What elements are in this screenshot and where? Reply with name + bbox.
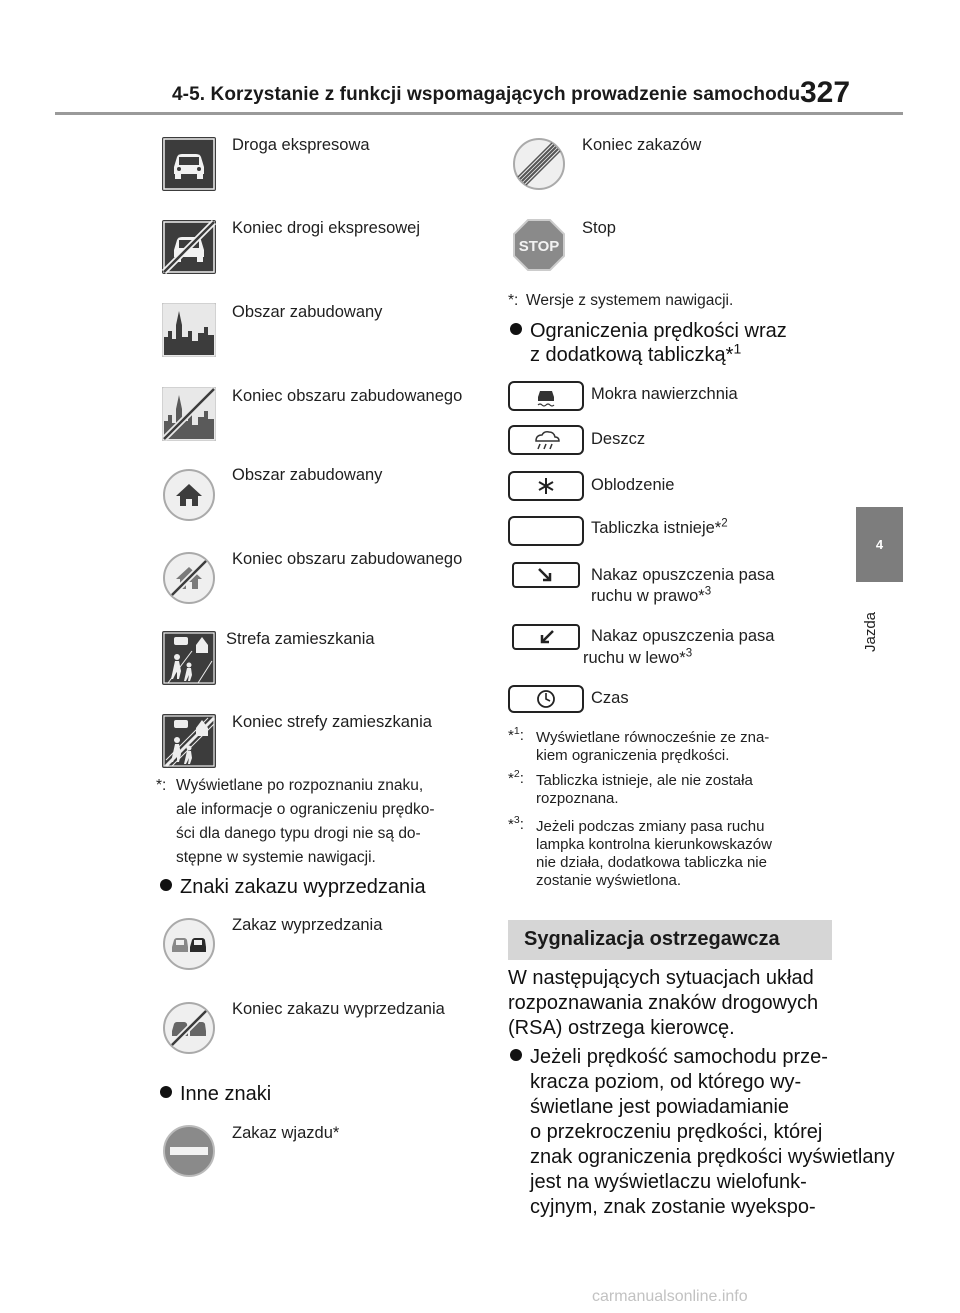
chapter-tab-label: Jazda: [862, 611, 879, 652]
footnote-mark: *$^1$:: [508, 725, 524, 744]
sign-label: Zakaz wjazdu*: [232, 1124, 340, 1142]
end-built-up-area-sign-icon: [162, 387, 216, 441]
no-entry-sign-icon: [162, 1124, 216, 1178]
footnote-line: zostanie wyświetlona.: [536, 872, 682, 889]
section-bullet-heading: Inne znaki: [160, 1083, 271, 1106]
footnote-line: stępne w systemie nawigacji.: [176, 849, 376, 866]
footnote-line: Wyświetlane równocześnie ze zna-: [536, 729, 770, 746]
footnote-line: Tabliczka istnieje, ale nie została: [536, 772, 753, 789]
section-bullet-heading-cont: z dodatkową tabliczką*$^1$: [530, 340, 742, 366]
stop-sign-icon: [512, 218, 566, 272]
rain-panel-icon: [508, 425, 584, 455]
expressway-sign-icon: [162, 137, 216, 191]
footnote-line: Wyświetlane po rozpoznaniu znaku,: [176, 777, 424, 794]
body-line: (RSA) ostrzega kierowcę.: [508, 1017, 735, 1039]
section-bullet-heading: Znaki zakazu wyprzedzania: [160, 876, 426, 899]
panel-label-cont: ruchu w lewo*$^3$: [583, 647, 693, 667]
page-header-title: 4-5. Korzystanie z funkcji wspomagających prowadzenie samochodu: [172, 84, 801, 105]
arrow-left-down-panel-icon: [512, 624, 580, 650]
end-residential-zone-sign-icon: [162, 714, 216, 768]
panel-label: Mokra nawierzchnia: [591, 385, 738, 403]
body-line: rozpoznawania znaków drogowych: [508, 992, 819, 1014]
chapter-tab: 4: [856, 507, 903, 582]
bullet-line: świetlane jest powiadamianie: [530, 1096, 790, 1118]
section-title-box: [508, 920, 832, 960]
footnote-mark: *$^3$:: [508, 814, 524, 833]
empty-panel-icon: [508, 516, 584, 546]
panel-label: Nakaz opuszczenia pasa: [591, 566, 775, 584]
footnote-mark: *$^2$:: [508, 768, 524, 787]
wet-road-panel-icon: [508, 381, 584, 411]
sign-label: Zakaz wyprzedzania: [232, 916, 383, 934]
footnote-line: lampka kontrolna kierunkowskazów: [536, 836, 772, 853]
sign-label: Koniec drogi ekspresowej: [232, 219, 421, 237]
built-up-area-round-sign-icon: [162, 468, 216, 522]
sign-label: Stop: [582, 219, 616, 237]
watermark: carmanualsonline.info: [592, 1288, 748, 1305]
bullet-line: kracza poziom, od którego wy-: [530, 1071, 802, 1093]
clock-panel-icon: [508, 685, 584, 713]
footnote-line: ści dla danego typu drogi nie są do-: [176, 825, 421, 842]
sign-label: Koniec obszaru zabudowanego: [232, 387, 463, 405]
sign-label: Obszar zabudowany: [232, 466, 383, 484]
bullet-icon: [160, 1086, 172, 1098]
bullet-icon: [510, 1049, 522, 1061]
no-overtaking-sign-icon: [162, 917, 216, 971]
footnote-mark: *:: [156, 777, 167, 794]
footnote-mark: *:: [508, 292, 519, 309]
panel-label: Czas: [591, 689, 629, 707]
bullet-line: cyjnym, znak zostanie wyekspo-: [530, 1196, 816, 1218]
sign-label: Koniec strefy zamieszkania: [232, 713, 432, 731]
footnote-line: ale informacje o ograniczeniu prędko-: [176, 801, 435, 818]
footnote-line: kiem ograniczenia prędkości.: [536, 747, 730, 764]
footnote-line: nie działa, dodatkowa tabliczka nie: [536, 854, 767, 871]
body-line: W następujących sytuacjach układ: [508, 967, 814, 989]
header-divider: [55, 112, 903, 115]
bullet-line: jest na wyświetlaczu wielofunk-: [530, 1171, 807, 1193]
end-built-up-area-round-sign-icon: [162, 551, 216, 605]
page-number: 327: [800, 76, 851, 109]
panel-label: Tabliczka istnieje*$^2$: [591, 517, 728, 537]
panel-label: Oblodzenie: [591, 476, 675, 494]
footnote-text: Wersje z systemem nawigacji.: [526, 292, 734, 309]
bullet-line: o przekroczeniu prędkości, której: [530, 1121, 823, 1143]
arrow-right-down-panel-icon: [512, 562, 580, 588]
bullet-line: Jeżeli prędkość samochodu prze-: [510, 1045, 828, 1070]
panel-label-cont: ruchu w prawo*$^3$: [591, 585, 712, 605]
ice-panel-icon: [508, 471, 584, 501]
sign-label: Droga ekspresowa: [232, 136, 370, 154]
built-up-area-sign-icon: [162, 303, 216, 357]
sign-label: Obszar zabudowany: [232, 303, 383, 321]
footnote-line: Jeżeli podczas zmiany pasa ruchu: [536, 818, 765, 835]
end-no-overtaking-sign-icon: [162, 1001, 216, 1055]
bullet-icon: [510, 323, 522, 335]
sign-label: Koniec zakazów: [582, 136, 702, 154]
stop-sign-text: STOP: [518, 238, 560, 255]
sign-label: Strefa zamieszkania: [226, 630, 375, 648]
panel-label: Nakaz opuszczenia pasa: [591, 627, 775, 645]
sign-label: Koniec obszaru zabudowanego: [232, 550, 463, 568]
section-title: Sygnalizacja ostrzegawcza: [524, 928, 780, 950]
sign-label: Koniec zakazu wyprzedzania: [232, 1000, 445, 1018]
section-bullet-heading: Ograniczenia prędkości wraz: [510, 320, 787, 343]
end-expressway-sign-icon: [162, 220, 216, 274]
panel-label: Deszcz: [591, 430, 646, 448]
residential-zone-sign-icon: [162, 631, 216, 685]
bullet-line: znak ograniczenia prędkości wyświetlany: [530, 1146, 895, 1168]
end-of-restrictions-sign-icon: [512, 137, 566, 191]
footnote-line: rozpoznana.: [536, 790, 619, 807]
bullet-icon: [160, 879, 172, 891]
